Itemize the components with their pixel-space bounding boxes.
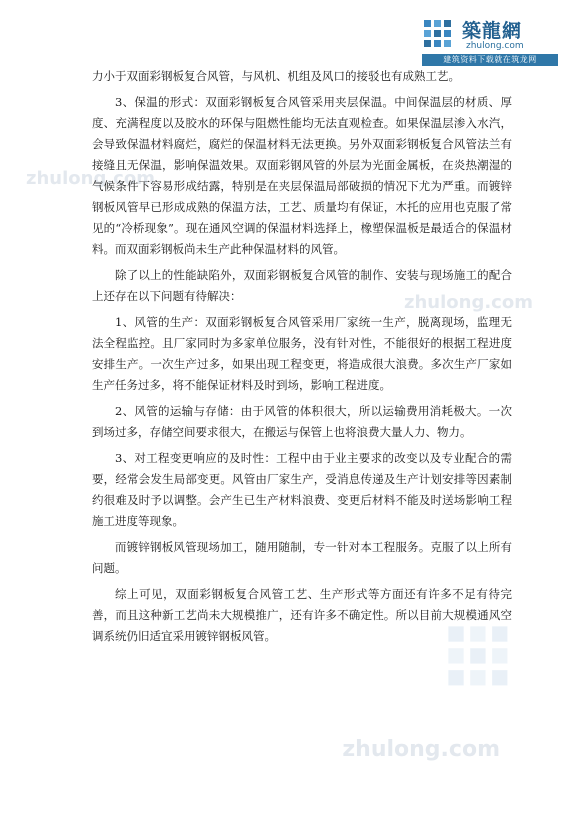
paragraph-insulation-form: 3、保温的形式：双面彩钢板复合风管采用夹层保温。中间保温层的材质、厚度、充满程度以及胶水的环保与阻燃性能均无法直观检查。如果保温层渗入水汽，会导致保温材料腐烂，腐烂的保温材料无法更换。另外双面彩钢板复合风管法兰有接缝且无保温，影响保温效果。双面彩钢风管的外层为光面金属板，在炎热潮湿的气候条件下容易形成结露，特别是在夹层保温局部破损的情况下尤为严重。而镀锌钢板风管早已形成成熟的保温方法，工艺、质量均有保证，木托的应用也克服了常见的“冷桥现象”。现在通风空调的保温材料选择上，橡塑保温板是最适合的保温材料。而双面彩钢板尚未生产此种保温材料的风管。 [92,95,512,256]
zhulong-logo-icon [422,18,454,50]
zhulong-logo [422,14,558,64]
watermark-text: zhulong.com [342,737,500,762]
watermark-text: zhulong.com [404,292,533,313]
logo-name: 築龍網 [462,20,523,42]
watermark-text: zhulong.com [26,168,155,189]
paragraph-problems-intro: 除了以上的性能缺陷外，双面彩钢板复合风管的制作、安装与现场施工的配合上还存在以下问题有待解决： [92,268,512,303]
paragraph-conclusion: 综上可见，双面彩钢板复合风管工艺、生产形式等方面还有许多不足有待完善，而且这种新工艺尚未大规模推广，还有许多不确定性。所以目前大规模通风空调系统仍旧适宜采用镀锌钢板风管。 [92,587,512,643]
logo-slogan: 建筑资料下载就在筑龙网 [422,54,558,66]
logo-url: zhulong.com [466,41,524,51]
paragraph-change-response: 3、对工程变更响应的及时性：工程中由于业主要求的改变以及专业配合的需要，经常会发生局部变更。风管由厂家生产，受消息传递及生产计划安排等因素制约很难及时予以调整。会产生已生产材料浪费、变更后材料不能及时送场影响工程施工进度等现象。 [92,451,512,528]
document-body [92,66,512,652]
paragraph-galvanized-advantage: 而镀锌钢板风管现场加工，随用随制，专一针对本工程服务。克服了以上所有问题。 [92,540,512,575]
paragraph-production: 1、风管的生产：双面彩钢板复合风管采用厂家统一生产，脱离现场，监理无法全程监控。且厂家同时为多家单位服务，没有针对性，不能很好的根据工程进度安排生产。一次生产过多，如果出现工程变更，将造成很大浪费。多次生产厂家如生产任务过多，将不能保证材料及时到场，影响工程进度。 [92,315,512,392]
paragraph-transport-storage: 2、风管的运输与存储：由于风管的体积很大，所以运输费用消耗极大。一次到场过多，存储空间要求很大，在搬运与保管上也将浪费大量人力、物力。 [92,404,512,439]
paragraph-continuation: 力小于双面彩钢板复合风管，与风机、机组及风口的接驳也有成熟工艺。 [92,69,460,83]
